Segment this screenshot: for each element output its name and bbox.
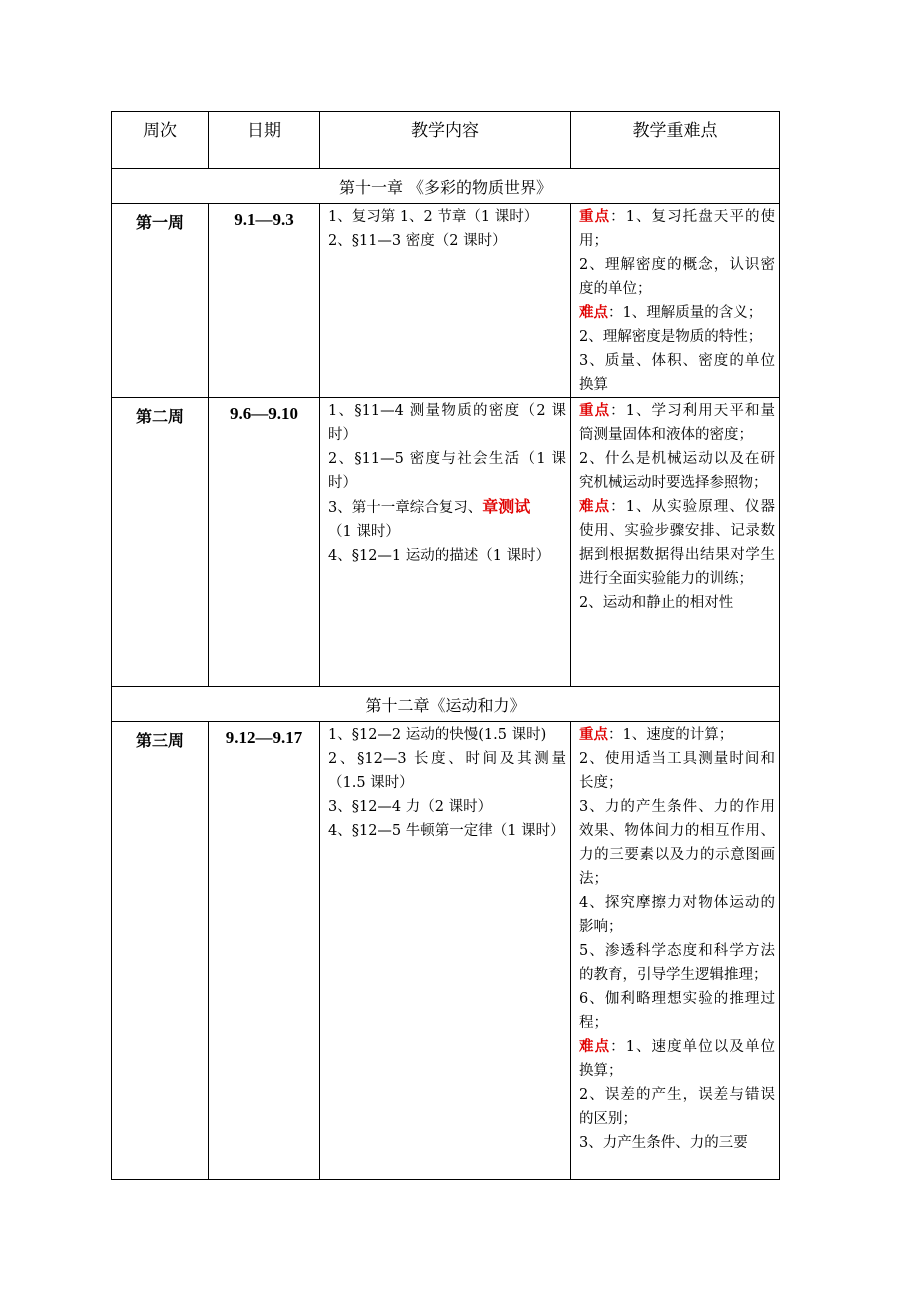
- difficult-point-line: 难点：1、理解质量的含义；: [579, 304, 763, 321]
- key-point-line: 4、探究摩擦力对物体运动的影响；: [579, 895, 775, 935]
- key-point-line: 3、力的产生条件、力的作用效果、物体间力的相互作用、力的三要素以及力的示意图画法；: [579, 799, 775, 887]
- difficult-point-line: 3、力产生条件、力的三要: [579, 1135, 748, 1151]
- content-line: 4、§12—5 牛顿第一定律（1 课时）: [328, 823, 565, 839]
- key-label: 重点: [579, 726, 608, 743]
- difficult-label: 难点: [579, 304, 608, 321]
- content-line: 4、§12—1 运动的描述（1 课时）: [328, 548, 551, 564]
- date-cell: 9.6—9.10: [209, 398, 320, 687]
- content-line: 1、§12—2 运动的快慢(1.5 课时): [328, 727, 547, 743]
- key-point-line: 重点：1、学习利用天平和量筒测量固体和液体的密度；: [579, 402, 776, 443]
- content-line: 1、复习第 1、2 节章（1 课时）: [328, 209, 539, 225]
- header-row: [112, 112, 780, 169]
- key-point-line: 5、渗透科学态度和科学方法的教育，引导学生逻辑推理；: [579, 943, 775, 983]
- key-label: 重点: [579, 208, 611, 225]
- week-cell: 第一周: [112, 204, 209, 398]
- content-line: 2、§11—5 密度与社会生活（1 课时）: [328, 451, 566, 491]
- header-key-points: 教学重难点: [571, 112, 780, 169]
- key-point-line: 2、使用适当工具测量时间和长度；: [579, 751, 775, 791]
- points-cell: [571, 398, 780, 687]
- content-line: 3、§12—4 力（2 课时）: [328, 799, 493, 815]
- difficult-label: 难点: [579, 498, 611, 515]
- key-point-line: 重点：1、速度的计算；: [579, 726, 734, 743]
- date-cell: 9.12—9.17: [209, 722, 320, 1180]
- chapter-row: [112, 169, 780, 204]
- key-point-line: 6、伽利略理想实验的推理过程；: [579, 991, 775, 1031]
- points-cell: [571, 204, 780, 398]
- header-date: 日期: [209, 112, 320, 169]
- chapter-test-label: 章测试: [482, 497, 531, 516]
- key-point-line: 2、什么是机械运动以及在研究机械运动时要选择参照物；: [579, 451, 775, 491]
- difficult-point-line: 难点：1、速度单位以及单位换算；: [579, 1038, 776, 1079]
- table-row: [112, 722, 780, 1180]
- content-line: 2、§12—3 长度、时间及其测量（1.5 课时）: [328, 751, 566, 791]
- content-line: 3、第十一章综合复习、章测试 （1 课时）: [328, 497, 531, 540]
- week-cell: 第三周: [112, 722, 209, 1180]
- key-point-line: 2、理解密度的概念，认识密度的单位；: [579, 257, 775, 297]
- teaching-plan-table: [111, 111, 780, 1180]
- key-label: 重点: [579, 402, 611, 419]
- content-cell: [320, 204, 571, 398]
- difficult-point-line: 3、质量、体积、密度的单位换算: [579, 353, 775, 393]
- date-cell: 9.1—9.3: [209, 204, 320, 398]
- chapter-row: [112, 687, 780, 722]
- content-cell: [320, 398, 571, 687]
- chapter-title: 第十二章《运动和力》: [112, 687, 780, 722]
- content-line: 1、§11—4 测量物质的密度（2 课时）: [328, 403, 566, 443]
- difficult-label: 难点: [579, 1038, 611, 1055]
- content-cell: [320, 722, 571, 1180]
- difficult-point-line: 2、误差的产生，误差与错误的区别；: [579, 1087, 775, 1127]
- chapter-title: 第十一章 《多彩的物质世界》: [112, 169, 780, 204]
- difficult-point-line: 2、运动和静止的相对性: [579, 595, 734, 611]
- content-line: 2、§11—3 密度（2 课时）: [328, 233, 507, 249]
- table-row: [112, 398, 780, 687]
- key-point-line: 重点：1、复习托盘天平的使用；: [579, 208, 776, 249]
- difficult-point-line: 难点：1、从实验原理、仪器使用、实验步骤安排、记录数据到根据数据得出结果对学生进行全面实验能力的训练；: [579, 498, 776, 587]
- points-cell: [571, 722, 780, 1180]
- week-cell: 第二周: [112, 398, 209, 687]
- difficult-point-line: 2、理解密度是物质的特性；: [579, 329, 763, 345]
- header-week: 周次: [112, 112, 209, 169]
- table-row: [112, 204, 780, 398]
- header-content: 教学内容: [320, 112, 571, 169]
